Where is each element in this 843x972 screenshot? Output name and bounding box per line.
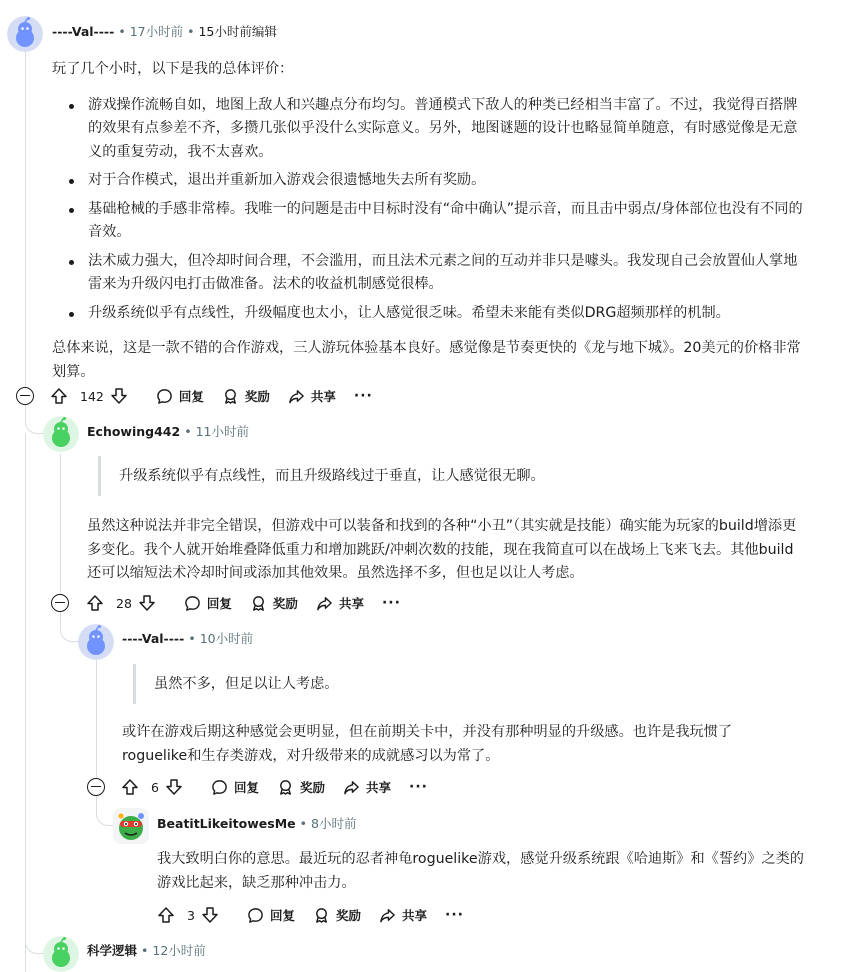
- timestamp[interactable]: 8小时前: [311, 816, 357, 831]
- comment-body: [157, 848, 807, 895]
- comment-meta: [122, 630, 253, 648]
- separator-dot: •: [118, 24, 126, 39]
- share-label: 共享: [310, 389, 336, 404]
- comment-bubble-icon: [211, 779, 228, 796]
- more-options-button[interactable]: [445, 907, 464, 923]
- thread-elbow: [60, 612, 80, 642]
- downvote-icon[interactable]: [165, 778, 183, 796]
- comment-text: 或许在游戏后期这种感觉会更明显，但在前期关卡中，并没有那种明显的升级感。也许是我玩惯了roguelike和生存类游戏，对升级带来的成就感习以为常了。: [122, 724, 733, 764]
- timestamp[interactable]: 10小时前: [199, 631, 254, 646]
- avatar[interactable]: [43, 936, 79, 972]
- separator-dot: •: [299, 816, 307, 831]
- thread-line: [96, 660, 97, 778]
- award-label: 奖励: [335, 908, 361, 923]
- timestamp[interactable]: 11小时前: [195, 424, 249, 439]
- reply-button[interactable]: [247, 906, 295, 924]
- username[interactable]: BeatitLikeitowesMe: [157, 816, 296, 831]
- custom-avatar-icon: [113, 808, 149, 844]
- thread-line: [25, 434, 26, 972]
- username[interactable]: ----Val----: [122, 631, 185, 646]
- comment-meta: [157, 815, 356, 833]
- upvote-icon[interactable]: [86, 594, 104, 612]
- share-label: 共享: [365, 780, 391, 795]
- share-button[interactable]: [379, 906, 427, 924]
- award-icon: [250, 595, 267, 612]
- avatar[interactable]: [113, 808, 149, 844]
- share-button[interactable]: [343, 778, 391, 796]
- timestamp[interactable]: 12小时前: [152, 943, 206, 958]
- more-icon: ···: [445, 907, 464, 923]
- vote-count: 28: [116, 595, 132, 611]
- comment-meta: [87, 423, 249, 441]
- award-icon: [313, 907, 330, 924]
- comment-body: [52, 58, 807, 384]
- separator-dot: •: [184, 424, 192, 439]
- share-label: 共享: [338, 596, 364, 611]
- vote-count: 3: [187, 907, 195, 923]
- comment-body: [122, 721, 792, 768]
- reply-label: 回复: [206, 596, 232, 611]
- more-options-button[interactable]: [409, 779, 428, 795]
- thread-line: [60, 454, 61, 594]
- share-button[interactable]: [288, 387, 336, 405]
- award-label: 奖励: [244, 389, 270, 404]
- vote-group: [86, 594, 162, 612]
- comment-bubble-icon: [184, 595, 201, 612]
- list-item: 游戏操作流畅自如，地图上敌人和兴趣点分布均匀。普通模式下敌人的种类已经相当丰富了。不过，我觉得百搭牌的效果有点参差不齐，多攒几张似乎没什么实际意义。另外，地图谜题的设计也略显简单随意，有时感觉像是无意义的重复劳动，我不太喜欢。: [52, 94, 807, 165]
- list-item: 基础枪械的手感非常棒。我唯一的问题是击中目标时没有“命中确认”提示音，而且击中弱点/身体部位也没有不同的音效。: [52, 198, 807, 245]
- award-label: 奖励: [299, 780, 325, 795]
- comment-meta: [52, 23, 277, 41]
- thread-line: [25, 52, 26, 388]
- share-icon: [343, 779, 360, 796]
- list-item: 升级系统似乎有点线性，升级幅度也太小，让人感觉很乏味。希望未来能有类似DRG超频那样的机制。: [52, 302, 807, 326]
- comment-text: 虽然这种说法并非完全错误，但游戏中可以装备和找到的各种“小丑”（其实就是技能）确实能为玩家的build增添更多变化。我个人就开始堆叠降低重力和增加跳跃/冲刺次数的技能，现在我简直可以在战场上飞来飞去。其他build还可以缩短法术冷却时间或添加其他效果。虽然选择不多，但也足以让人考虑。: [87, 518, 797, 581]
- comment-actions: [157, 901, 482, 929]
- more-icon: ···: [381, 595, 401, 611]
- upvote-icon[interactable]: [121, 778, 139, 796]
- comment-actions: [50, 382, 391, 410]
- downvote-icon[interactable]: [201, 906, 219, 924]
- avatar[interactable]: [43, 416, 79, 452]
- reply-label: 回复: [269, 908, 295, 923]
- comment-text: 我大致明白你的意思。最近玩的忍者神龟roguelike游戏，感觉升级系统跟《哈迪斯》和《誓约》之类的游戏比起来，缺乏那种冲击力。: [157, 851, 804, 891]
- vote-count: 6: [151, 779, 159, 795]
- quote-text: 虽然不多，但足以让人考虑。: [154, 676, 339, 692]
- avatar[interactable]: [7, 16, 43, 52]
- reply-label: 回复: [178, 389, 204, 404]
- timestamp[interactable]: 17小时前: [129, 24, 184, 39]
- upvote-icon[interactable]: [157, 906, 175, 924]
- vote-group: [50, 387, 134, 405]
- share-icon: [316, 595, 333, 612]
- comment-meta: [87, 942, 206, 960]
- vote-group: [157, 906, 225, 924]
- more-icon: ···: [353, 388, 373, 404]
- award-icon: [277, 779, 294, 796]
- comment-body: [87, 515, 807, 586]
- more-options-button[interactable]: [382, 595, 401, 611]
- quote-text: 升级系统似乎有点线性，而且升级路线过于垂直，让人感觉很无聊。: [119, 468, 545, 484]
- comment-bubble-icon: [247, 907, 264, 924]
- separator-dot: •: [188, 631, 196, 646]
- collapse-thread-button[interactable]: [51, 594, 69, 612]
- vote-group: [121, 778, 189, 796]
- snoo-avatar-icon: [78, 624, 114, 660]
- edited-timestamp: 15小时前编辑: [198, 24, 277, 39]
- downvote-icon[interactable]: [138, 594, 156, 612]
- username[interactable]: ----Val----: [52, 24, 115, 39]
- award-button[interactable]: [250, 594, 298, 612]
- award-button[interactable]: [222, 387, 270, 405]
- username[interactable]: 科学逻辑: [87, 943, 138, 958]
- separator-dot: •: [141, 943, 149, 958]
- separator-dot: •: [187, 24, 195, 39]
- comment-text: 玩了几个小时，以下是我的总体评价：: [52, 61, 294, 77]
- list-item: 对于合作模式，退出并重新加入游戏会很遗憾地失去所有奖励。: [52, 169, 807, 193]
- award-icon: [222, 388, 239, 405]
- collapse-thread-button[interactable]: [87, 778, 105, 796]
- reply-label: 回复: [233, 780, 259, 795]
- share-icon: [288, 388, 305, 405]
- block-quote: [98, 456, 798, 496]
- list-item: 法术威力强大，但冷却时间合理，不会滥用，而且法术元素之间的互动并非只是噱头。我发现自己会放置仙人掌地雷来为升级闪电打击做准备。法术的收益机制感觉很棒。: [52, 250, 807, 297]
- snoo-avatar-icon: [43, 416, 79, 452]
- snoo-avatar-icon: [7, 16, 43, 52]
- collapse-thread-button[interactable]: [16, 387, 34, 405]
- more-icon: ···: [409, 779, 428, 795]
- vote-count: 142: [80, 388, 104, 404]
- comment-text: 总体来说，这是一款不错的合作游戏，三人游玩体验基本良好。感觉像是节奏更快的《龙与地下城》。20美元的价格非常划算。: [52, 340, 801, 380]
- share-icon: [379, 907, 396, 924]
- comment-bubble-icon: [156, 388, 173, 405]
- username[interactable]: Echowing442: [87, 424, 181, 439]
- reply-button[interactable]: [211, 778, 259, 796]
- reply-button[interactable]: [184, 594, 232, 612]
- avatar[interactable]: [78, 624, 114, 660]
- downvote-icon[interactable]: [110, 387, 128, 405]
- thread-elbow: [25, 924, 45, 954]
- snoo-avatar-icon: [43, 936, 79, 972]
- reply-button[interactable]: [156, 387, 204, 405]
- award-button[interactable]: [313, 906, 361, 924]
- share-label: 共享: [401, 908, 427, 923]
- upvote-icon[interactable]: [50, 387, 68, 405]
- block-quote: [133, 664, 733, 704]
- comment-actions: [121, 773, 446, 801]
- bullet-list: [52, 94, 807, 326]
- thread-elbow: [25, 404, 45, 434]
- award-button[interactable]: [277, 778, 325, 796]
- comment-actions: [86, 589, 419, 617]
- award-label: 奖励: [272, 596, 298, 611]
- more-options-button[interactable]: [354, 388, 373, 404]
- share-button[interactable]: [316, 594, 364, 612]
